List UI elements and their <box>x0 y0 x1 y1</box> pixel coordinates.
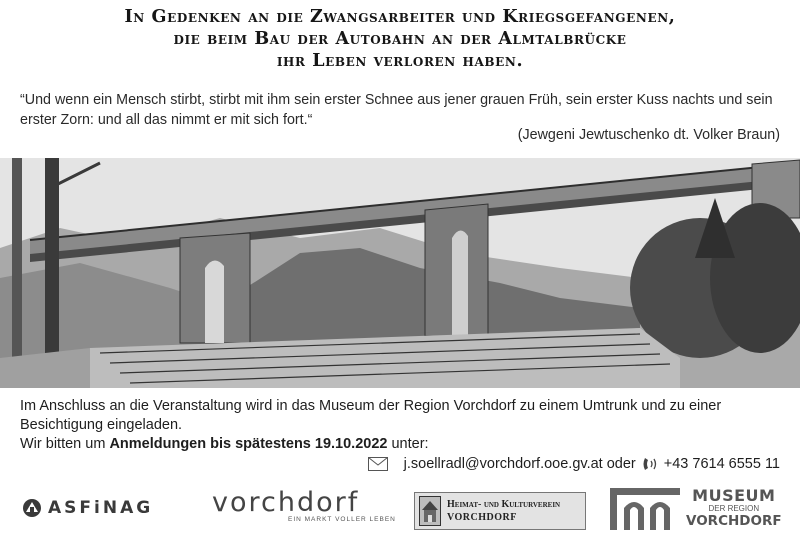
contact-phone[interactable]: +43 7614 6555 11 <box>663 456 780 472</box>
quote-source: (Jewgeni Jewtuschenko dt. Volker Braun) <box>517 127 780 143</box>
bridge-illustration <box>0 158 800 388</box>
heimatverein-logo <box>414 492 586 530</box>
asfinag-mark-icon <box>22 498 42 518</box>
registration-deadline: Anmeldungen bis spätestens 19.10.2022 <box>109 436 388 452</box>
asfinag-logo <box>22 498 153 518</box>
museum-place: VORCHDORF <box>686 513 782 529</box>
envelope-icon <box>368 457 388 471</box>
contact-line <box>368 456 780 472</box>
museum-logo <box>610 486 782 530</box>
contact-email[interactable]: j.soellradl@vorchdorf.ooe.gv.at oder <box>403 456 636 472</box>
headline-line-2: die beim Bau der Autobahn an der Almtalbrücke <box>173 29 627 49</box>
sponsor-logos <box>0 484 800 533</box>
invite-suffix: unter: <box>387 436 429 452</box>
phone-icon <box>642 457 658 471</box>
heimatverein-place: VORCHDORF <box>447 512 517 523</box>
house-crest-icon <box>419 496 441 526</box>
museum-subtitle: DER REGION <box>708 504 760 513</box>
vorchdorf-logo <box>212 488 396 523</box>
museum-arches-icon <box>610 486 680 530</box>
heimatverein-name: Heimat- und Kulturverein <box>447 499 561 510</box>
quote-text: “Und wenn ein Mensch stirbt, stirbt mit ihm sein erster Schnee aus jener grauen Früh, sein erster Kuss nachts und sein erster Zorn: und all das nimmt er mit sich fort.“ <box>20 92 773 128</box>
info-line-1: Im Anschluss an die Veranstaltung wird in das Museum der Region Vorchdorf zu einem Umtrunk und zu einer Besichtigung eingeladen. <box>20 398 722 433</box>
vorchdorf-tagline: EIN MARKT VOLLER LEBEN <box>288 516 396 523</box>
bridge-drawing <box>0 158 800 388</box>
vorchdorf-wordmark: vorchdorf <box>212 487 360 518</box>
invite-prefix: Wir bitten um <box>20 436 110 452</box>
museum-title: MUSEUM <box>692 486 776 505</box>
asfinag-wordmark: ASFiNAG <box>48 498 154 518</box>
headline-line-1: In Gedenken an die Zwangsarbeiter und Kriegsgefangenen, <box>124 7 676 27</box>
headline-line-3: ihr Leben verloren haben. <box>276 51 524 71</box>
info-line-2 <box>20 435 795 454</box>
memorial-headline <box>0 6 800 72</box>
event-info <box>20 397 795 454</box>
